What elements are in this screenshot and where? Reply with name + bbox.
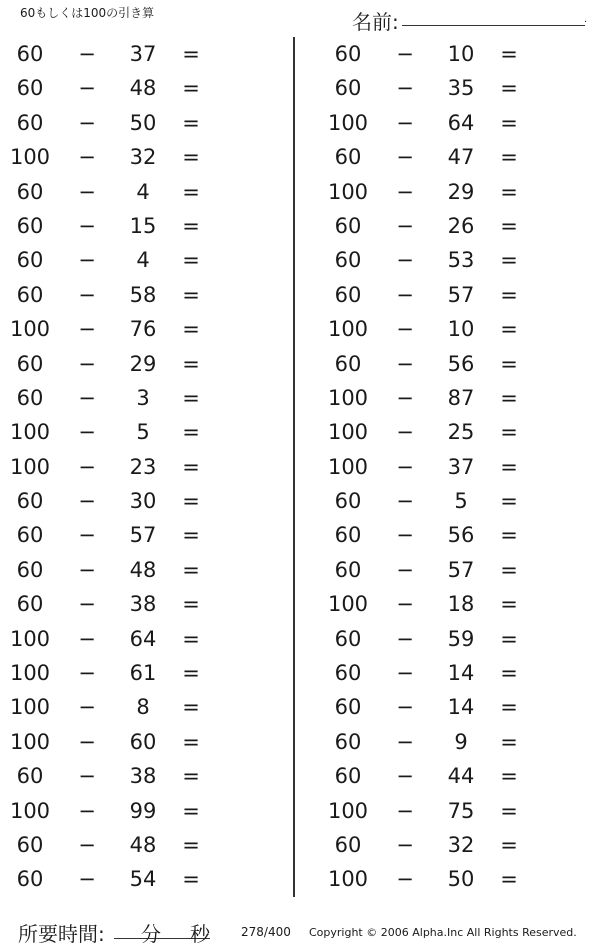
- problem-row: [0, 622, 270, 656]
- equals-sign: =: [500, 282, 518, 307]
- minus-sign: −: [78, 420, 96, 445]
- minuend: 100: [327, 385, 369, 410]
- problem-row: [318, 794, 588, 828]
- problem-row: [0, 37, 270, 71]
- problem-row: [0, 518, 270, 552]
- minuend: 60: [16, 76, 44, 101]
- minuend: 60: [16, 110, 44, 135]
- minus-sign: −: [78, 110, 96, 135]
- minus-sign: −: [396, 798, 414, 823]
- minuend: 60: [334, 145, 362, 170]
- equals-sign: =: [182, 867, 200, 892]
- equals-sign: =: [500, 661, 518, 686]
- equals-sign: =: [500, 351, 518, 376]
- minus-sign: −: [78, 385, 96, 410]
- equals-sign: =: [500, 489, 518, 514]
- minuend: 60: [16, 489, 44, 514]
- problem-row: [0, 725, 270, 759]
- minus-sign: −: [396, 489, 414, 514]
- problem-row: [318, 243, 588, 277]
- problem-row: [318, 347, 588, 381]
- minus-sign: −: [396, 729, 414, 754]
- subtrahend: 9: [454, 729, 468, 754]
- problem-row: [318, 312, 588, 346]
- subtrahend: 14: [447, 661, 475, 686]
- subtrahend: 25: [447, 420, 475, 445]
- equals-sign: =: [500, 317, 518, 342]
- minuend: 60: [334, 76, 362, 101]
- minuend: 100: [327, 454, 369, 479]
- subtrahend: 87: [447, 385, 475, 410]
- name-label: 名前:: [352, 10, 399, 34]
- equals-sign: =: [500, 832, 518, 857]
- minus-sign: −: [78, 557, 96, 582]
- page-number: 278/400: [241, 925, 291, 939]
- minus-sign: −: [396, 867, 414, 892]
- problem-row: [0, 656, 270, 690]
- subtrahend: 56: [447, 523, 475, 548]
- time-required-label: 所要時間:: [18, 922, 105, 946]
- minuend: 100: [9, 798, 51, 823]
- minus-sign: −: [78, 832, 96, 857]
- minus-sign: −: [78, 764, 96, 789]
- subtrahend: 57: [129, 523, 157, 548]
- problem-row: [0, 71, 270, 105]
- subtrahend: 75: [447, 798, 475, 823]
- minuend: 60: [16, 179, 44, 204]
- problem-row: [0, 140, 270, 174]
- equals-sign: =: [182, 489, 200, 514]
- minuend: 60: [334, 213, 362, 238]
- right-problem-column: [318, 37, 588, 897]
- equals-sign: =: [182, 42, 200, 66]
- column-divider: [293, 37, 295, 897]
- minus-sign: −: [396, 213, 414, 238]
- subtrahend: 18: [447, 592, 475, 617]
- subtrahend: 38: [129, 764, 157, 789]
- subtrahend: 57: [447, 557, 475, 582]
- subtrahend: 99: [129, 798, 157, 823]
- subtrahend: 47: [447, 145, 475, 170]
- minuend: 60: [16, 764, 44, 789]
- equals-sign: =: [182, 798, 200, 823]
- subtrahend: 57: [447, 282, 475, 307]
- subtrahend: 64: [447, 110, 475, 135]
- minus-sign: −: [396, 385, 414, 410]
- minus-sign: −: [396, 592, 414, 617]
- equals-sign: =: [500, 213, 518, 238]
- minus-sign: −: [78, 798, 96, 823]
- equals-sign: =: [182, 626, 200, 651]
- minus-sign: −: [78, 179, 96, 204]
- subtrahend: 14: [447, 695, 475, 720]
- minuend: 60: [334, 626, 362, 651]
- subtrahend: 60: [129, 729, 157, 754]
- equals-sign: =: [500, 798, 518, 823]
- minus-sign: −: [78, 317, 96, 342]
- minuend: 60: [334, 282, 362, 307]
- equals-sign: =: [500, 557, 518, 582]
- subtrahend: 15: [129, 213, 157, 238]
- minuend: 60: [334, 661, 362, 686]
- minuend: 60: [334, 351, 362, 376]
- equals-sign: =: [182, 110, 200, 135]
- problem-row: [0, 415, 270, 449]
- minutes-label: 分: [141, 922, 161, 946]
- problem-row: [318, 587, 588, 621]
- problem-row: [0, 690, 270, 724]
- minuend: 60: [16, 248, 44, 273]
- minuend: 60: [16, 385, 44, 410]
- problem-row: [318, 759, 588, 793]
- subtrahend: 32: [129, 145, 157, 170]
- minus-sign: −: [396, 695, 414, 720]
- equals-sign: =: [182, 557, 200, 582]
- copyright-notice: Copyright © 2006 Alpha.Inc All Rights Reserved.: [309, 926, 577, 939]
- minus-sign: −: [78, 76, 96, 101]
- minuend: 100: [9, 626, 51, 651]
- minus-sign: −: [78, 145, 96, 170]
- problem-row: [0, 381, 270, 415]
- minuend: 100: [9, 420, 51, 445]
- minus-sign: −: [396, 523, 414, 548]
- equals-sign: =: [182, 179, 200, 204]
- subtrahend: 37: [129, 42, 157, 66]
- subtrahend: 59: [447, 626, 475, 651]
- minus-sign: −: [396, 76, 414, 101]
- minus-sign: −: [78, 248, 96, 273]
- minus-sign: −: [396, 282, 414, 307]
- subtrahend: 64: [129, 626, 157, 651]
- minuend: 60: [16, 557, 44, 582]
- equals-sign: =: [500, 592, 518, 617]
- problem-row: [318, 862, 588, 896]
- minus-sign: −: [396, 145, 414, 170]
- subtrahend: 4: [136, 179, 150, 204]
- equals-sign: =: [500, 626, 518, 651]
- minus-sign: −: [78, 454, 96, 479]
- subtrahend: 29: [447, 179, 475, 204]
- equals-sign: =: [182, 76, 200, 101]
- minus-sign: −: [78, 592, 96, 617]
- minus-sign: −: [396, 248, 414, 273]
- minuend: 60: [16, 282, 44, 307]
- subtrahend: 76: [129, 317, 157, 342]
- minus-sign: −: [396, 454, 414, 479]
- equals-sign: =: [182, 832, 200, 857]
- minus-sign: −: [78, 213, 96, 238]
- problem-row: [0, 553, 270, 587]
- equals-sign: =: [500, 729, 518, 754]
- problem-row: [318, 209, 588, 243]
- problem-row: [0, 484, 270, 518]
- equals-sign: =: [182, 764, 200, 789]
- minus-sign: −: [396, 626, 414, 651]
- subtrahend: 48: [129, 76, 157, 101]
- subtrahend: 50: [447, 867, 475, 892]
- minuend: 100: [327, 317, 369, 342]
- minus-sign: −: [396, 351, 414, 376]
- subtrahend: 44: [447, 764, 475, 789]
- minus-sign: −: [78, 489, 96, 514]
- subtrahend: 5: [136, 420, 150, 445]
- minuend: 100: [327, 592, 369, 617]
- equals-sign: =: [182, 248, 200, 273]
- problem-row: [0, 828, 270, 862]
- minuend: 60: [334, 489, 362, 514]
- subtrahend: 29: [129, 351, 157, 376]
- problem-row: [0, 175, 270, 209]
- equals-sign: =: [500, 76, 518, 101]
- problem-row: [318, 278, 588, 312]
- minus-sign: −: [78, 523, 96, 548]
- minus-sign: −: [396, 420, 414, 445]
- minuend: 100: [9, 729, 51, 754]
- minuend: 60: [334, 695, 362, 720]
- minus-sign: −: [78, 351, 96, 376]
- equals-sign: =: [182, 351, 200, 376]
- minuend: 60: [334, 248, 362, 273]
- minus-sign: −: [396, 661, 414, 686]
- minus-sign: −: [78, 729, 96, 754]
- equals-sign: =: [182, 385, 200, 410]
- subtrahend: 38: [129, 592, 157, 617]
- subtrahend: 35: [447, 76, 475, 101]
- problem-row: [318, 622, 588, 656]
- minuend: 100: [9, 661, 51, 686]
- equals-sign: =: [500, 420, 518, 445]
- problem-row: [318, 106, 588, 140]
- equals-sign: =: [182, 317, 200, 342]
- minus-sign: −: [78, 282, 96, 307]
- subtrahend: 54: [129, 867, 157, 892]
- problem-row: [0, 587, 270, 621]
- subtrahend: 61: [129, 661, 157, 686]
- problem-row: [318, 725, 588, 759]
- subtrahend: 26: [447, 213, 475, 238]
- left-problem-column: [0, 37, 270, 897]
- equals-sign: =: [500, 110, 518, 135]
- minuend: 60: [334, 557, 362, 582]
- problem-row: [318, 656, 588, 690]
- minuend: 100: [9, 145, 51, 170]
- equals-sign: =: [182, 661, 200, 686]
- problem-row: [0, 759, 270, 793]
- minuend: 100: [327, 420, 369, 445]
- minuend: 100: [9, 695, 51, 720]
- equals-sign: =: [500, 523, 518, 548]
- problem-row: [318, 37, 588, 71]
- equals-sign: =: [182, 695, 200, 720]
- problem-row: [0, 278, 270, 312]
- equals-sign: =: [500, 145, 518, 170]
- problem-row: [318, 450, 588, 484]
- equals-sign: =: [500, 385, 518, 410]
- minuend: 60: [16, 351, 44, 376]
- problem-row: [318, 828, 588, 862]
- minuend: 60: [334, 523, 362, 548]
- problem-row: [0, 312, 270, 346]
- minus-sign: −: [396, 110, 414, 135]
- subtrahend: 56: [447, 351, 475, 376]
- minus-sign: −: [78, 42, 96, 66]
- subtrahend: 30: [129, 489, 157, 514]
- equals-sign: =: [182, 523, 200, 548]
- problem-row: [318, 415, 588, 449]
- problem-row: [0, 794, 270, 828]
- minus-sign: −: [396, 317, 414, 342]
- subtrahend: 48: [129, 832, 157, 857]
- subtrahend: 58: [129, 282, 157, 307]
- minuend: 100: [9, 317, 51, 342]
- problem-row: [0, 862, 270, 896]
- equals-sign: =: [182, 729, 200, 754]
- minus-sign: −: [78, 695, 96, 720]
- minuend: 60: [334, 764, 362, 789]
- subtrahend: 50: [129, 110, 157, 135]
- problem-row: [0, 106, 270, 140]
- problem-row: [318, 381, 588, 415]
- minuend: 100: [327, 798, 369, 823]
- equals-sign: =: [500, 867, 518, 892]
- seconds-label: 秒: [190, 922, 210, 946]
- subtrahend: 37: [447, 454, 475, 479]
- minus-sign: −: [78, 867, 96, 892]
- minuend: 60: [16, 213, 44, 238]
- minuend: 100: [327, 110, 369, 135]
- name-line-end-dot: .: [584, 14, 588, 25]
- minuend: 100: [327, 867, 369, 892]
- problem-row: [318, 140, 588, 174]
- problem-row: [0, 243, 270, 277]
- minuend: 100: [327, 179, 369, 204]
- minuend: 100: [9, 454, 51, 479]
- minuend: 60: [334, 42, 362, 66]
- problem-row: [318, 553, 588, 587]
- equals-sign: =: [182, 145, 200, 170]
- equals-sign: =: [500, 695, 518, 720]
- minuend: 60: [16, 523, 44, 548]
- equals-sign: =: [500, 42, 518, 66]
- equals-sign: =: [182, 420, 200, 445]
- subtrahend: 10: [447, 42, 475, 66]
- minus-sign: −: [396, 832, 414, 857]
- equals-sign: =: [500, 764, 518, 789]
- subtrahend: 10: [447, 317, 475, 342]
- minus-sign: −: [78, 661, 96, 686]
- minuend: 60: [16, 592, 44, 617]
- problem-row: [318, 484, 588, 518]
- subtrahend: 23: [129, 454, 157, 479]
- minus-sign: −: [396, 557, 414, 582]
- minus-sign: −: [78, 626, 96, 651]
- minus-sign: −: [396, 179, 414, 204]
- equals-sign: =: [182, 592, 200, 617]
- minus-sign: −: [396, 42, 414, 66]
- problem-row: [0, 347, 270, 381]
- subtrahend: 4: [136, 248, 150, 273]
- minuend: 60: [16, 867, 44, 892]
- minuend: 60: [16, 832, 44, 857]
- subtrahend: 8: [136, 695, 150, 720]
- worksheet-title: 60もしくは100の引き算: [20, 6, 155, 20]
- equals-sign: =: [182, 282, 200, 307]
- minuend: 60: [334, 832, 362, 857]
- minus-sign: −: [396, 764, 414, 789]
- problem-row: [318, 690, 588, 724]
- subtrahend: 5: [454, 489, 468, 514]
- problem-row: [0, 450, 270, 484]
- subtrahend: 32: [447, 832, 475, 857]
- minuend: 60: [16, 42, 44, 66]
- problem-row: [318, 71, 588, 105]
- equals-sign: =: [182, 213, 200, 238]
- subtrahend: 53: [447, 248, 475, 273]
- problem-row: [318, 175, 588, 209]
- equals-sign: =: [500, 179, 518, 204]
- name-field[interactable]: [402, 25, 585, 26]
- problem-row: [318, 518, 588, 552]
- equals-sign: =: [500, 248, 518, 273]
- subtrahend: 3: [136, 385, 150, 410]
- subtrahend: 48: [129, 557, 157, 582]
- minuend: 60: [334, 729, 362, 754]
- equals-sign: =: [500, 454, 518, 479]
- problem-row: [0, 209, 270, 243]
- equals-sign: =: [182, 454, 200, 479]
